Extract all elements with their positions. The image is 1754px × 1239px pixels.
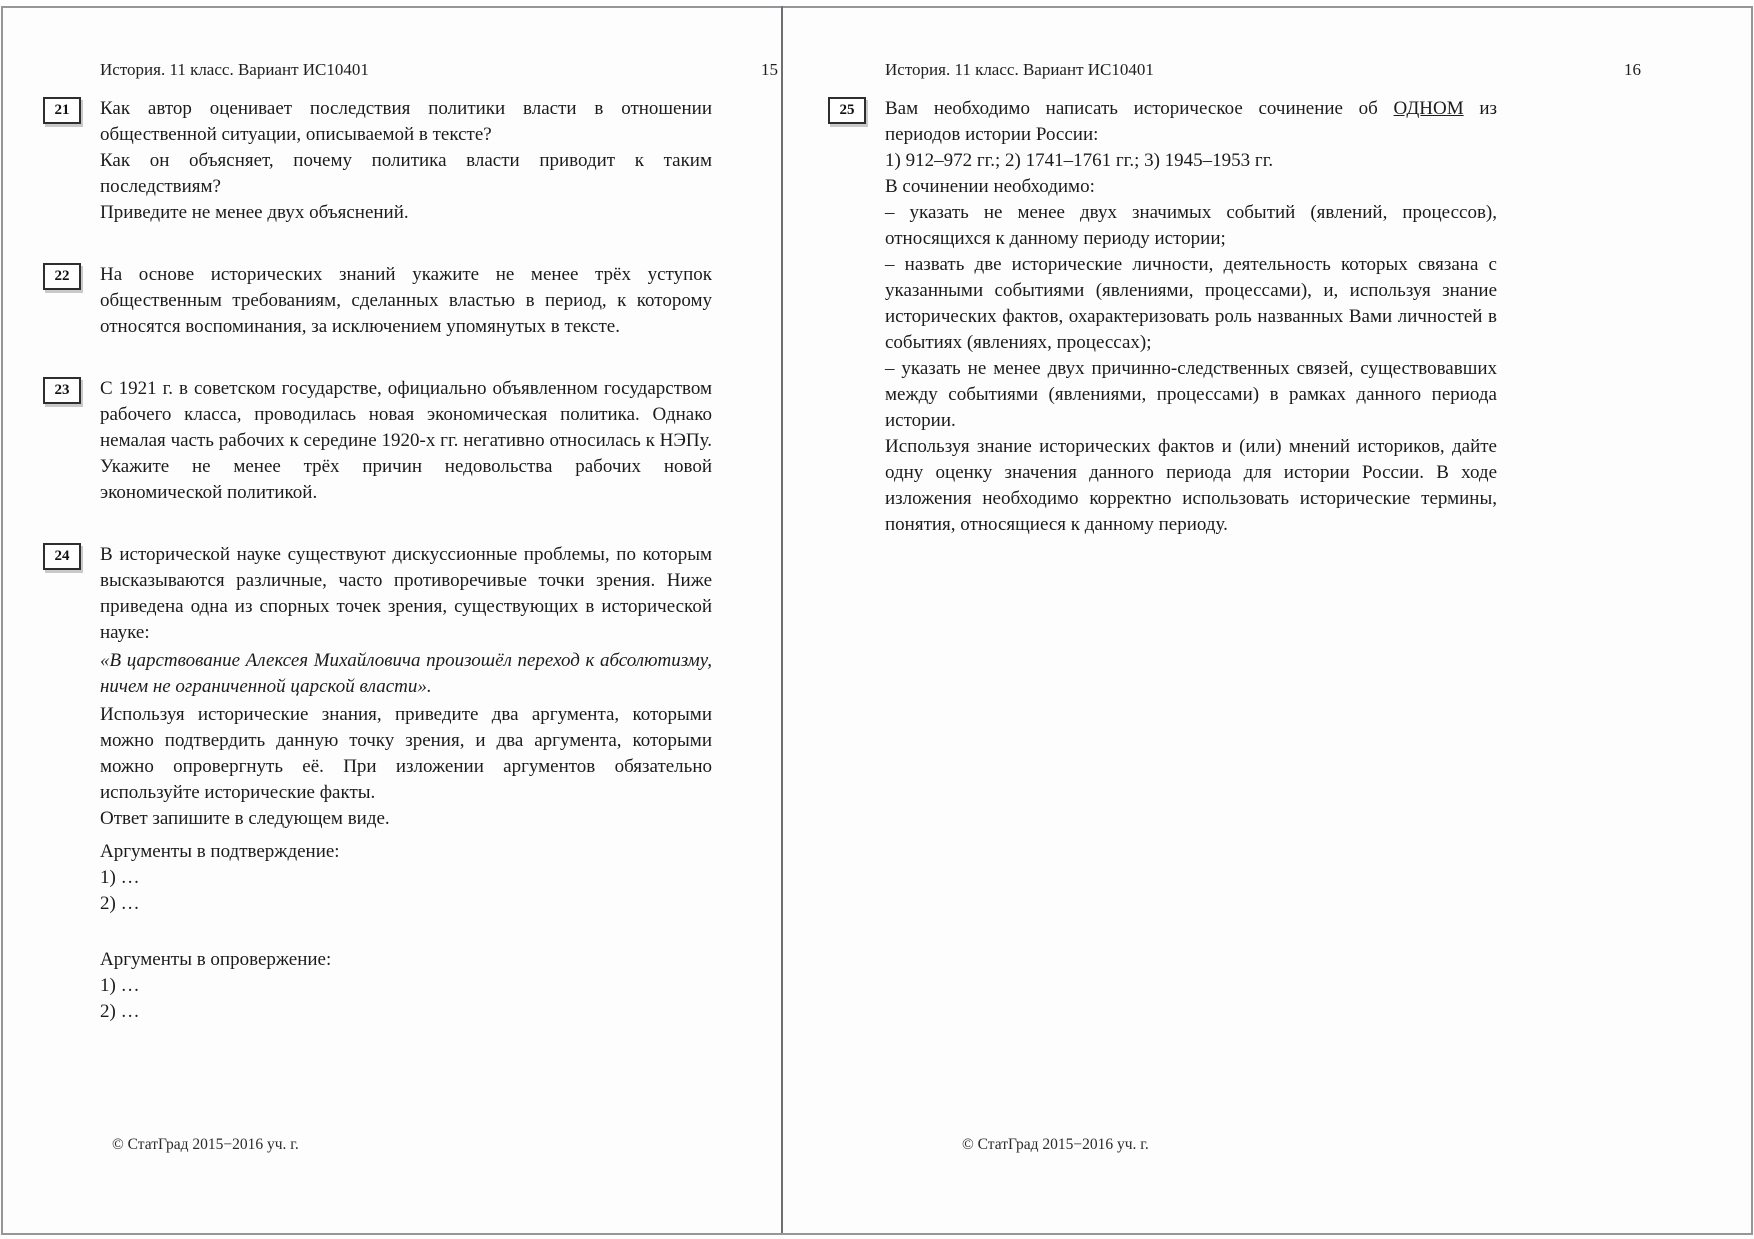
answer-placeholder-line: 1) … bbox=[100, 975, 140, 996]
question-text: Используя исторические знания, приведите два аргумента, которыми можно подтвердить данную точку зрения, и два аргумента, которыми можно опровергнуть её. При изложении аргументов обязательно используйте исторические факты. bbox=[100, 704, 712, 803]
question-text: На основе исторических знаний укажите не менее трёх уступок общественным требованиям, сделанных властью в период, к которому относятся воспоминания, за исключением упомянутых в тексте. bbox=[100, 264, 712, 337]
copyright-footer: © СтатГрад 2015−2016 уч. г. bbox=[112, 1136, 299, 1153]
historians-opinion-quote: «В царствование Алексея Михайловича произошёл переход к абсолютизму, ничем не ограниченной царской власти». bbox=[100, 650, 712, 697]
arguments-refute-label: Аргументы в опровержение: bbox=[100, 949, 332, 970]
question-number-box bbox=[43, 543, 81, 570]
underlined-word: ОДНОМ bbox=[1393, 98, 1464, 119]
page-header bbox=[100, 60, 778, 80]
document-title: История. 11 класс. Вариант ИС10401 bbox=[100, 60, 369, 79]
requirement-item: – указать не менее двух причинно-следственных связей, существовавших между событиями (явлениями, процессами) в рамках данного периода истории. bbox=[885, 358, 1497, 431]
question-text: Как автор оценивает последствия политики власти в отношении общественной ситуации, описываемой в тексте? bbox=[100, 98, 712, 145]
question-text: В сочинении необходимо: bbox=[885, 176, 1095, 197]
requirement-item: – назвать две исторические личности, деятельность которых связана с указанными событиями (явлениями, процессами), и, используя знание исторических фактов, охарактеризовать роль названных Вами личностей в событиях (явлениях, процессах); bbox=[885, 254, 1497, 353]
page-header bbox=[885, 60, 1641, 80]
question-number: 23 bbox=[54, 382, 70, 398]
document-title: История. 11 класс. Вариант ИС10401 bbox=[885, 60, 1154, 79]
question-text: В исторической науке существуют дискуссионные проблемы, по которым высказываются различные, часто противоречивые точки зрения. Ниже приведена одна из спорных точек зрения, существующих в исторической науке: bbox=[100, 544, 712, 643]
question-number-box bbox=[828, 97, 866, 124]
page-16 bbox=[839, 60, 1641, 574]
question-number: 25 bbox=[839, 102, 855, 118]
question-number: 24 bbox=[54, 548, 70, 564]
question-text: Используя знание исторических фактов и (или) мнений историков, дайте одну оценку значения данного периода для истории России. В ходе изложения необходимо корректно использовать исторические термины, понятия, относящиеся к данному периоду. bbox=[885, 436, 1497, 535]
question-text: С 1921 г. в советском государстве, официально объявленном государством рабочего класса, проводилась новая экономическая политика. Однако немалая часть рабочих к середине 1920-х гг. негативно относилась к НЭПу. Укажите не менее трёх причин недовольства рабочих новой экономической политикой. bbox=[100, 378, 712, 503]
question-number-box bbox=[43, 263, 81, 290]
page-number: 15 bbox=[761, 60, 778, 79]
question-25 bbox=[839, 96, 1497, 538]
arguments-confirm-label: Аргументы в подтверждение: bbox=[100, 841, 340, 862]
period-options-line: 1) 912–972 гг.; 2) 1741–1761 гг.; 3) 1945–1953 гг. bbox=[885, 150, 1274, 171]
answer-placeholder-line: 2) … bbox=[100, 893, 140, 914]
answer-placeholder-line: 2) … bbox=[100, 1001, 140, 1022]
question-23 bbox=[54, 376, 712, 506]
page-15 bbox=[54, 60, 778, 1061]
page-number: 16 bbox=[1624, 60, 1641, 79]
question-number-box bbox=[43, 377, 81, 404]
page-divider bbox=[781, 6, 783, 1233]
question-24 bbox=[54, 542, 712, 1025]
question-number: 22 bbox=[54, 268, 70, 284]
requirement-item: – указать не менее двух значимых событий (явлений, процессов), относящихся к данному периоду истории; bbox=[885, 202, 1497, 249]
answer-placeholder-line: 1) … bbox=[100, 867, 140, 888]
copyright-footer: © СтатГрад 2015−2016 уч. г. bbox=[962, 1136, 1149, 1153]
question-number: 21 bbox=[54, 102, 70, 118]
question-number-box bbox=[43, 97, 81, 124]
question-text bbox=[885, 96, 1497, 148]
question-22 bbox=[54, 262, 712, 340]
question-text: Как он объясняет, почему политика власти приводит к таким последствиям? bbox=[100, 150, 712, 197]
question-text: Приведите не менее двух объяснений. bbox=[100, 202, 409, 223]
question-text: Ответ запишите в следующем виде. bbox=[100, 808, 390, 829]
question-text-segment: Вам необходимо написать историческое сочинение об bbox=[885, 98, 1394, 119]
question-21 bbox=[54, 96, 712, 226]
question-text-segment: из периодов истории России: bbox=[885, 98, 1497, 145]
